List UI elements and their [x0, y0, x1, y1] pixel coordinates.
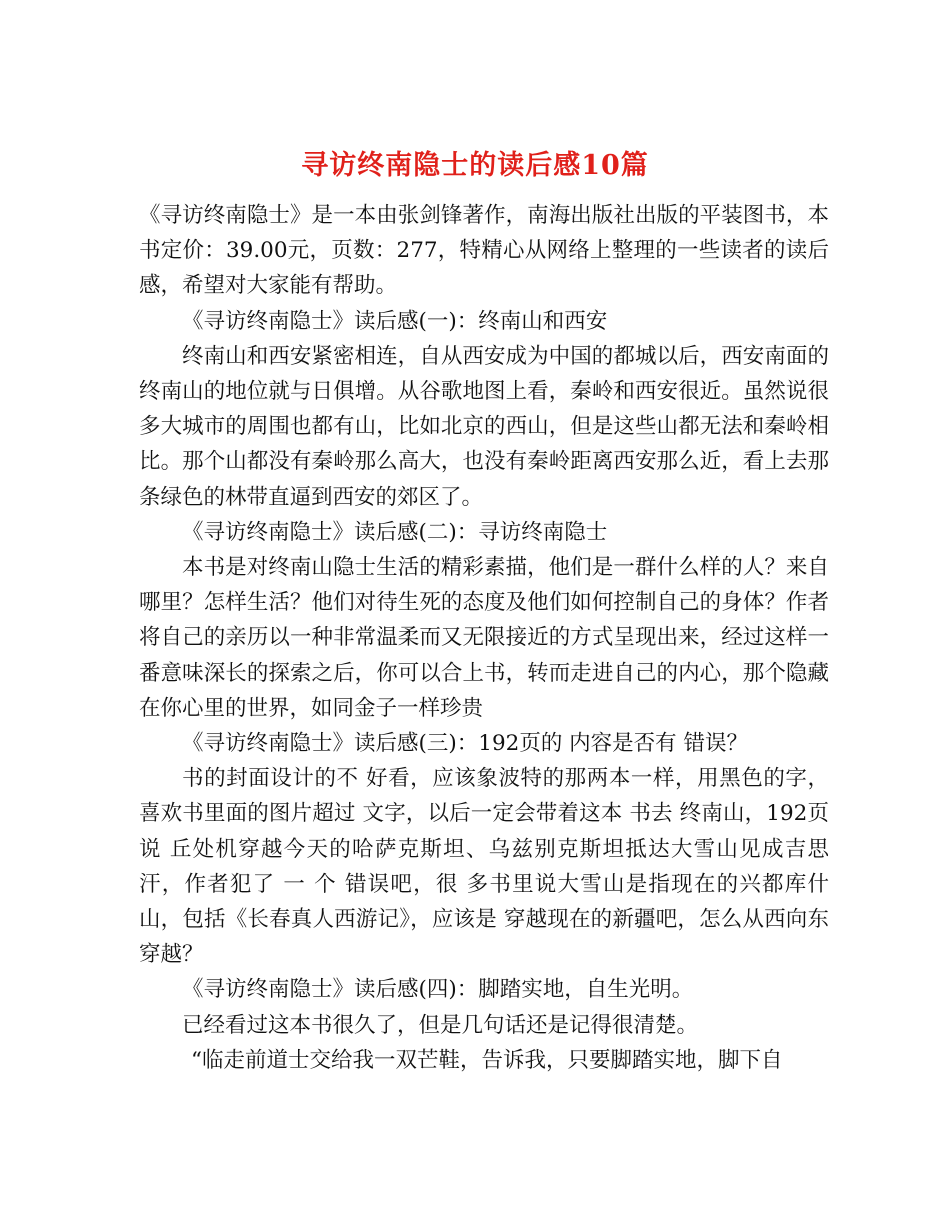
section-heading-2: 《寻访终南隐士》读后感(二)：寻访终南隐士	[182, 519, 608, 545]
section-heading-4: 《寻访终南隐士》读后感(四)：脚踏实地，自生光明。	[182, 977, 694, 1003]
quote-paragraph: “临走前道士交给我一双芒鞋，告诉我，只要脚踏实地，脚下自	[191, 1047, 783, 1073]
section-body-1: 终南山和西安紧密相连，自从西安成为中国的都城以后，西安南面的终南山的地位就与日俱增。从谷歌地图上看，秦岭和西安很近。虽然说很多大城市的周围也都有山，比如北京的西山，但是这些山都无法和秦岭相比。那个山都没有秦岭那么高大，也没有秦岭距离西安那么近，看上去那条绿色的林带直逼到西安的郊区了。	[139, 343, 829, 510]
section-heading-1: 《寻访终南隐士》读后感(一)：终南山和西安	[182, 308, 608, 334]
section-body-3: 书的封面设计的不 好看，应该象波特的那两本一样，用黑色的字，喜欢书里面的图片超过 文字，以后一定会带着这本 书去 终南山，192页说 丘处机穿越今天的哈萨克斯坦、乌兹别克斯坦抵达大雪山见成吉思汗，作者犯了 一 个 错误吧，很 多书里说大雪山是指现在的兴都库什山，包括《长春真人西游记》，应该是 穿越现在的新疆吧，怎么从西向东穿越？	[139, 766, 829, 968]
document-body	[139, 198, 829, 1078]
document-title: 寻访终南隐士的读后感10篇	[301, 150, 649, 182]
section-body-4: 已经看过这本书很久了，但是几句话还是记得很清楚。	[182, 1012, 699, 1038]
intro-paragraph: 《寻访终南隐士》是一本由张剑锋著作，南海出版社出版的平装图书，本书定价：39.00元，页数：277，特精心从网络上整理的一些读者的读后感，希望对大家能有帮助。	[139, 203, 829, 299]
section-heading-3: 《寻访终南隐士》读后感(三)：192页的 内容是否有 错误？	[182, 731, 748, 757]
section-body-2: 本书是对终南山隐士生活的精彩素描，他们是一群什么样的人？来自哪里？怎样生活？他们对待生死的态度及他们如何控制自己的身体？作者将自己的亲历以一种非常温柔而又无限接近的方式呈现出来，经过这样一番意味深长的探索之后，你可以合上书，转而走进自己的内心，那个隐藏在你心里的世界，如同金子一样珍贵	[139, 555, 829, 721]
